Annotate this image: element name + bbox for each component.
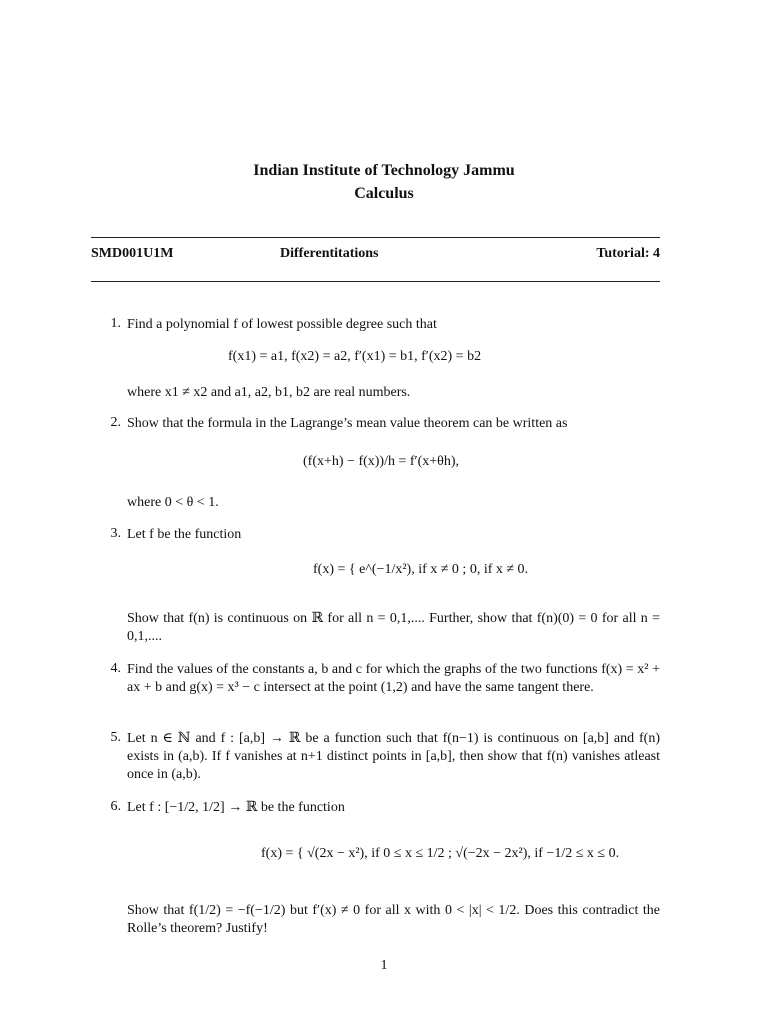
header-rule-bottom bbox=[91, 281, 660, 282]
problem-1-intro: Find a polynomial f of lowest possible degree such that bbox=[127, 317, 437, 332]
problem-3-outro: Show that f(n) is continuous on ℝ for all n = 0,1,.... Further, show that f(n)(0) = 0 for all n = 0,1,.... bbox=[127, 611, 660, 644]
problem-5-text: Let n ∈ ℕ and f : [a,b] → ℝ be a function such that f(n−1) is continuous on [a,b] and f(n) exists in (a,b). If f vanishes at n+1 distinct points in [a,b], then show that f(n) vanishes atleast once in (a,b). bbox=[127, 731, 660, 782]
problem-2-intro: Show that the formula in the Lagrange’s mean value theorem can be written as bbox=[127, 416, 568, 431]
subject-title: Calculus bbox=[354, 185, 414, 202]
problem-2-equation: (f(x+h) − f(x))/h = f′(x+θh), bbox=[303, 454, 460, 469]
problem-2-number: 2. bbox=[110, 415, 121, 430]
problem-6-number: 6. bbox=[110, 799, 121, 814]
problem-3-intro: Let f be the function bbox=[127, 527, 242, 542]
problem-6-intro: Let f : [−1/2, 1/2] → ℝ be the function bbox=[127, 800, 345, 815]
page-number: 1 bbox=[380, 958, 388, 973]
course-code: SMD001U1M bbox=[91, 246, 174, 261]
problem-3-equation: f(x) = { e^(−1/x²), if x ≠ 0 ; 0, if x ≠ 0. bbox=[313, 562, 529, 577]
problem-3-number: 3. bbox=[110, 526, 121, 541]
problem-5-number: 5. bbox=[110, 730, 121, 745]
problem-6-outro: Show that f(1/2) = −f(−1/2) but f′(x) ≠ 0 for all x with 0 < |x| < 1/2. Does this contradict the Rolle’s theorem? Justify! bbox=[127, 903, 660, 936]
tutorial-label: Tutorial: 4 bbox=[596, 246, 660, 261]
problem-2-outro: where 0 < θ < 1. bbox=[127, 495, 219, 510]
institute-title: Indian Institute of Technology Jammu bbox=[253, 162, 515, 179]
topic: Differentitations bbox=[280, 246, 379, 261]
problem-1-outro: where x1 ≠ x2 and a1, a2, b1, b2 are real numbers. bbox=[127, 385, 411, 400]
problem-1-equation: f(x1) = a1, f(x2) = a2, f′(x1) = b1, f′(x2) = b2 bbox=[228, 349, 482, 364]
header-rule-top bbox=[91, 237, 660, 238]
problem-1-number: 1. bbox=[110, 316, 121, 331]
problem-6-equation: f(x) = { √(2x − x²), if 0 ≤ x ≤ 1/2 ; √(−2x − 2x²), if −1/2 ≤ x ≤ 0. bbox=[261, 846, 620, 861]
problem-4-number: 4. bbox=[110, 661, 121, 676]
problem-4-text: Find the values of the constants a, b and c for which the graphs of the two functions f(x) = x² + ax + b and g(x) = x³ − c intersect at the point (1,2) and have the same tangent there. bbox=[127, 662, 660, 695]
